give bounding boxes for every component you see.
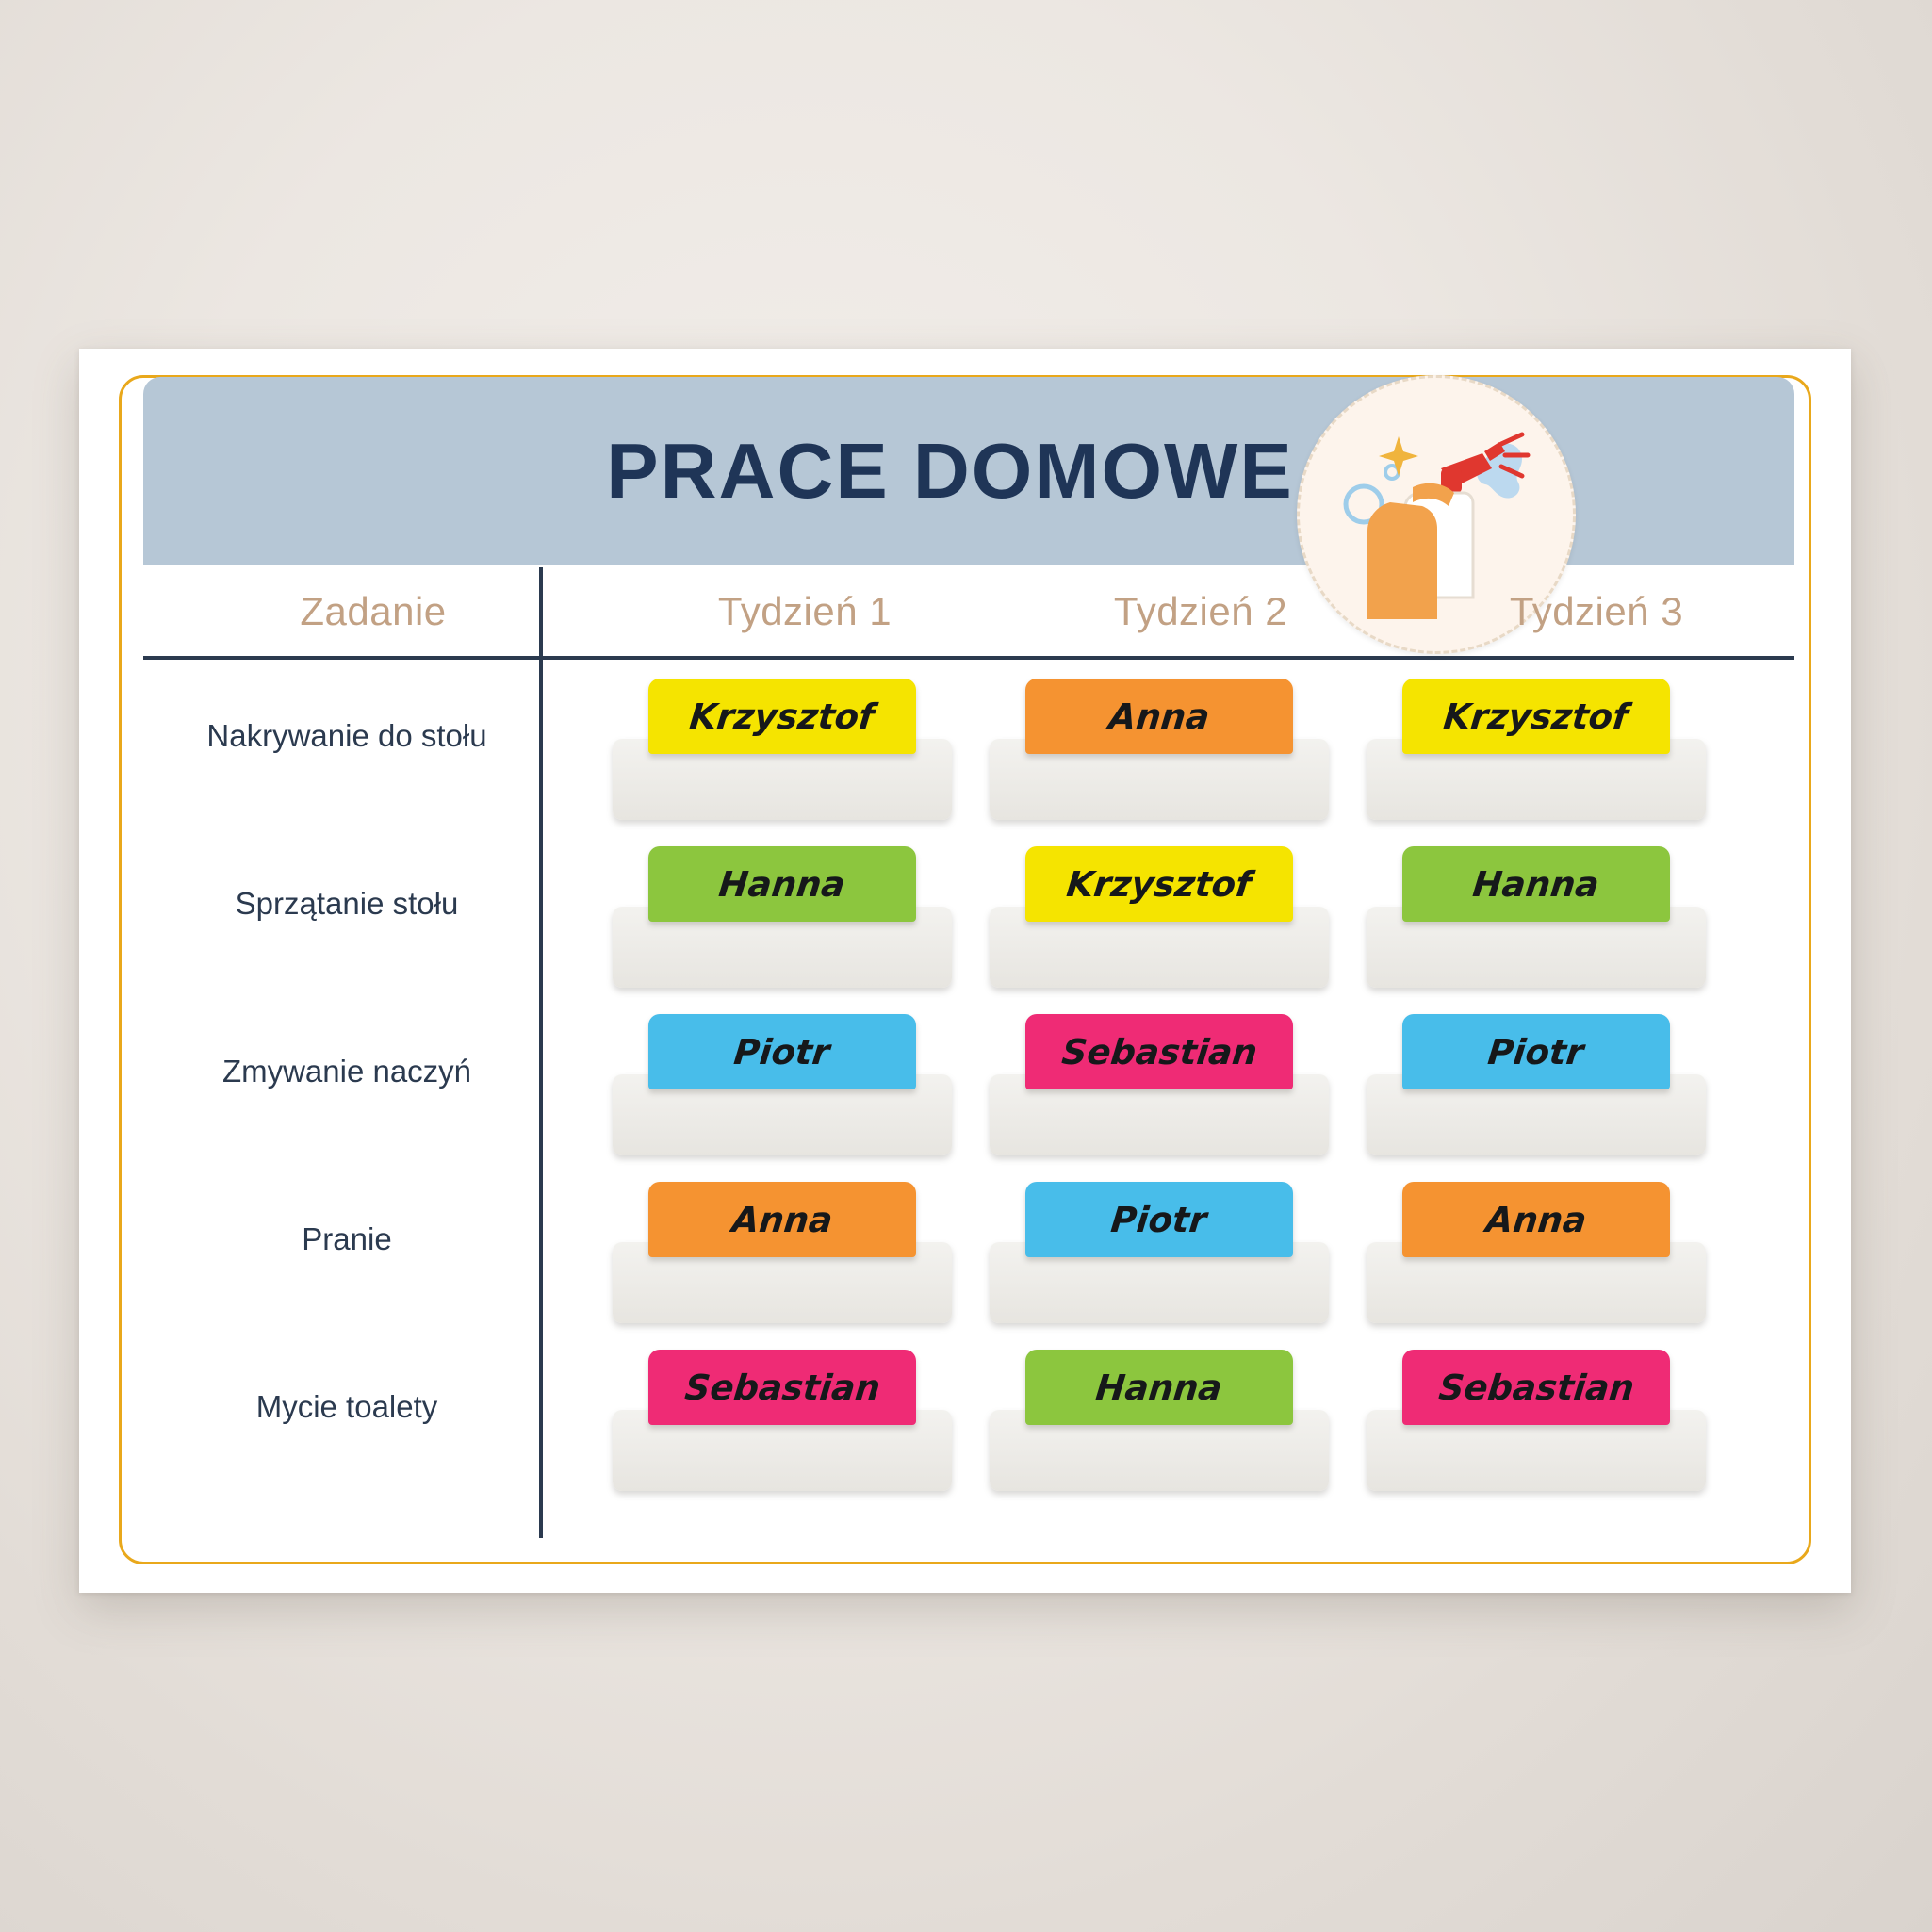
tab-slot[interactable]	[1367, 846, 1706, 988]
task-label: Zmywanie naczyń	[221, 1054, 472, 1089]
tab-slot[interactable]	[613, 1014, 952, 1155]
name-tab-label: Piotr	[1109, 1199, 1209, 1240]
tab-slot[interactable]	[613, 679, 952, 820]
name-tab[interactable]	[648, 1350, 916, 1425]
tab-slot[interactable]	[1367, 679, 1706, 820]
tab-slot[interactable]	[990, 1350, 1329, 1491]
tab-slot[interactable]	[1367, 1350, 1706, 1491]
name-tab[interactable]	[648, 1014, 916, 1089]
name-tab-label: Sebastian	[1436, 1367, 1636, 1408]
name-tab[interactable]	[1402, 846, 1670, 922]
name-tab[interactable]	[648, 1182, 916, 1257]
tab-slot[interactable]	[613, 1182, 952, 1323]
name-tab-label: Anna	[1106, 696, 1212, 737]
tab-slot[interactable]	[613, 846, 952, 988]
name-tab[interactable]	[1025, 679, 1293, 754]
name-tab-label: Hanna	[716, 863, 848, 905]
page-title: PRACE DOMOWE	[606, 427, 1294, 515]
name-tab-label: Hanna	[1093, 1367, 1225, 1408]
name-tab[interactable]	[1402, 1014, 1670, 1089]
name-tab-label: Sebastian	[682, 1367, 882, 1408]
name-tab[interactable]	[1402, 1350, 1670, 1425]
name-tab-label: Krzysztof	[1442, 696, 1630, 737]
name-tab[interactable]	[1025, 1014, 1293, 1089]
name-tab[interactable]	[1402, 679, 1670, 754]
chore-chart-poster	[79, 349, 1851, 1593]
tab-slot[interactable]	[1367, 1182, 1706, 1323]
name-tab-label: Anna	[729, 1199, 835, 1240]
tab-slot[interactable]	[990, 1014, 1329, 1155]
tab-slot[interactable]	[990, 1182, 1329, 1323]
column-header-week-3: Tydzień 3	[1509, 589, 1684, 633]
name-tab-label: Krzysztof	[1065, 863, 1253, 905]
name-tab[interactable]	[648, 679, 916, 754]
name-tab-label: Sebastian	[1059, 1031, 1259, 1072]
tab-slot[interactable]	[613, 1350, 952, 1491]
column-header-task: Zadanie	[300, 589, 447, 633]
name-tab[interactable]	[648, 846, 916, 922]
task-label: Pranie	[302, 1221, 392, 1256]
task-label: Nakrywanie do stołu	[206, 718, 487, 753]
name-tab-label: Hanna	[1470, 863, 1602, 905]
name-tab[interactable]	[1402, 1182, 1670, 1257]
column-divider	[539, 567, 543, 1538]
header-divider	[143, 656, 1794, 660]
name-tab[interactable]	[1025, 1182, 1293, 1257]
name-tab-label: Piotr	[1486, 1031, 1586, 1072]
name-tab[interactable]	[1025, 846, 1293, 922]
name-tab[interactable]	[1025, 1350, 1293, 1425]
name-tab-label: Piotr	[732, 1031, 832, 1072]
column-header-week-1: Tydzień 1	[717, 589, 892, 633]
tab-slot[interactable]	[990, 679, 1329, 820]
tab-slot[interactable]	[990, 846, 1329, 988]
column-header-week-2: Tydzień 2	[1113, 589, 1288, 633]
name-tab-label: Krzysztof	[688, 696, 876, 737]
column-headers	[143, 567, 1794, 656]
tab-slot[interactable]	[1367, 1014, 1706, 1155]
name-tab-label: Anna	[1483, 1199, 1589, 1240]
task-label: Mycie toalety	[255, 1389, 438, 1424]
task-label: Sprzątanie stołu	[235, 886, 459, 921]
